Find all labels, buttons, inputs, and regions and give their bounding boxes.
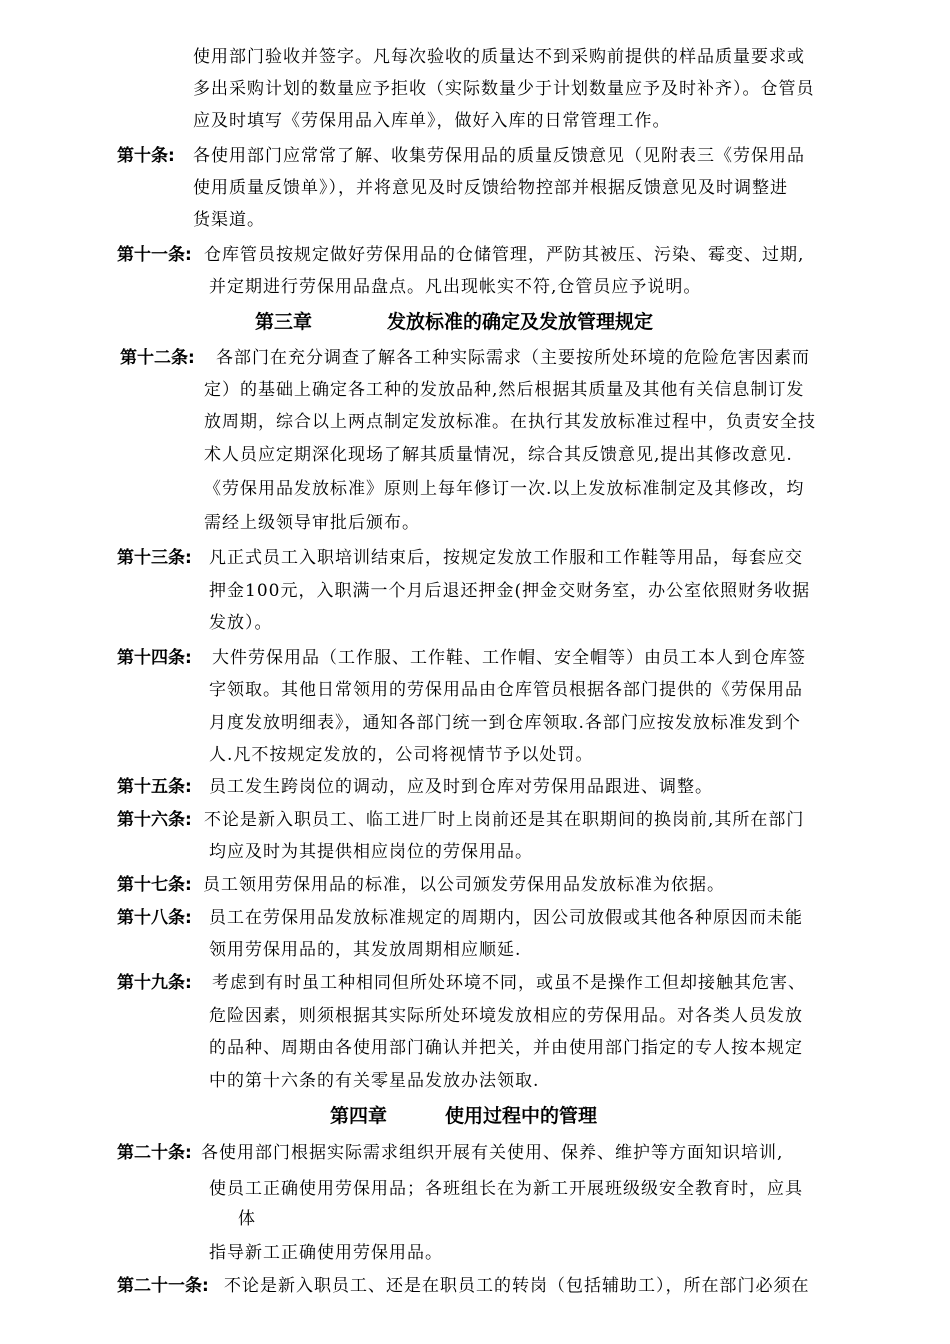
article-text: 凡正式员工入职培训结束后，按规定发放工作服和工作鞋等用品，每套应交 (209, 548, 803, 568)
article-text: 发放）。 (209, 613, 273, 633)
article-label: 第十一条: (117, 245, 192, 265)
article-label: 第十四条: (117, 648, 192, 668)
article-text: 均应及时为其提供相应岗位的劳保用品。 (209, 842, 533, 862)
article-text: 并定期进行劳保用品盘点。凡出现帐实不符,仓管员应予说明。 (209, 277, 702, 297)
article-text: 仓库管员按规定做好劳保用品的仓储管理，严防其被压、污染、霉变、过期, (204, 245, 805, 265)
article-text: 字领取。其他日常领用的劳保用品由仓库管员根据各部门提供的《劳保用品 (209, 680, 803, 700)
article-text: 大件劳保用品（工作服、工作鞋、工作帽、安全帽等）由员工本人到仓库签 (212, 648, 806, 668)
article-text: 术人员应定期深化现场了解其质量情况，综合其反馈意见,提出其修改意见. (204, 445, 793, 465)
article-label: 第十七条: (117, 875, 192, 895)
article-text: 中的第十六条的有关零星品发放办法领取. (209, 1071, 540, 1091)
article-label: 第十五条: (117, 777, 192, 797)
article-text: 员工发生跨岗位的调动，应及时到仓库对劳保用品跟进、调整。 (209, 777, 713, 797)
article-text: 使员工正确使用劳保用品；各班组长在为新工开展班级级安全教育时，应具 (209, 1179, 803, 1199)
body-text-line: 使用部门验收并签字。凡每次验收的质量达不到采购前提供的样品质量要求或 (193, 47, 805, 67)
article-text: 放周期，综合以上两点制定发放标准。在执行其发放标准过程中，负责安全技 (204, 412, 816, 432)
article-label: 第十八条: (117, 908, 192, 928)
article-label: 第十三条: (117, 548, 192, 568)
article-text: 定）的基础上确定各工种的发放品种,然后根据其质量及其他有关信息制订发 (204, 380, 805, 400)
article-label: 第十九条: (117, 973, 192, 993)
article-label: 第十二条: (120, 348, 195, 368)
article-text: 各部门在充分调查了解各工种实际需求（主要按所处环境的危险危害因素而 (216, 348, 810, 368)
chapter-heading-number: 第三章 (255, 311, 313, 333)
article-text: 不论是新入职员工、还是在职员工的转岗（包括辅助工），所在部门必须在 (224, 1276, 810, 1296)
article-text: 危险因素，则须根据其实际所处环境发放相应的劳保用品。对各类人员发放 (209, 1006, 803, 1026)
article-text: 人.凡不按规定发放的，公司将视情节予以处罚。 (209, 745, 594, 765)
article-label: 第二十一条: (117, 1276, 209, 1296)
chapter-heading-title: 使用过程中的管理 (445, 1105, 598, 1127)
article-label: 第十条: (117, 146, 175, 166)
article-text: 的品种、周期由各使用部门确认并把关，并由使用部门指定的专人按本规定 (209, 1038, 803, 1058)
article-text: 押金100元，入职满一个月后退还押金(押金交财务室，办公室依照财务收据 (209, 581, 811, 601)
chapter-heading-number: 第四章 (330, 1105, 388, 1127)
article-text: 需经上级领导审批后颁布。 (204, 513, 420, 533)
article-text: 各使用部门根据实际需求组织开展有关使用、保养、维护等方面知识培训, (201, 1143, 784, 1163)
article-text: 月度发放明细表》，通知各部门统一到仓库领取.各部门应按发放标准发到个 (209, 713, 801, 733)
article-text: 使用质量反馈单》），并将意见及时反馈给物控部并根据反馈意见及时调整进 (193, 178, 788, 198)
article-text: 各使用部门应常常了解、收集劳保用品的质量反馈意见（见附表三《劳保用品 (193, 146, 805, 166)
article-text: 货渠道。 (193, 210, 265, 230)
article-text: 领用劳保用品的，其发放周期相应顺延. (209, 940, 522, 960)
body-text-line: 多出采购计划的数量应予拒收（实际数量少于计划数量应予及时补齐）。仓管员 (193, 79, 815, 99)
article-label: 第十六条: (117, 810, 192, 830)
article-text: 考虑到有时虽工种相同但所处环境不同，或虽不是操作工但却接触其危害、 (212, 973, 806, 993)
article-text: 员工领用劳保用品的标准，以公司颁发劳保用品发放标准为依据。 (203, 875, 725, 895)
article-text: 体 (238, 1209, 256, 1229)
article-text: 指导新工正确使用劳保用品。 (209, 1243, 443, 1263)
article-text: 《劳保用品发放标准》原则上每年修订一次.以上发放标准制定及其修改，均 (204, 479, 805, 499)
body-text-line: 应及时填写《劳保用品入库单》，做好入库的日常管理工作。 (193, 111, 671, 131)
chapter-heading-title: 发放标准的确定及发放管理规定 (387, 311, 654, 333)
article-text: 不论是新入职员工、临工进厂时上岗前还是其在职期间的换岗前,其所在部门 (204, 810, 805, 830)
article-label: 第二十条: (117, 1143, 192, 1163)
article-text: 员工在劳保用品发放标准规定的周期内，因公司放假或其他各种原因而未能 (209, 908, 803, 928)
